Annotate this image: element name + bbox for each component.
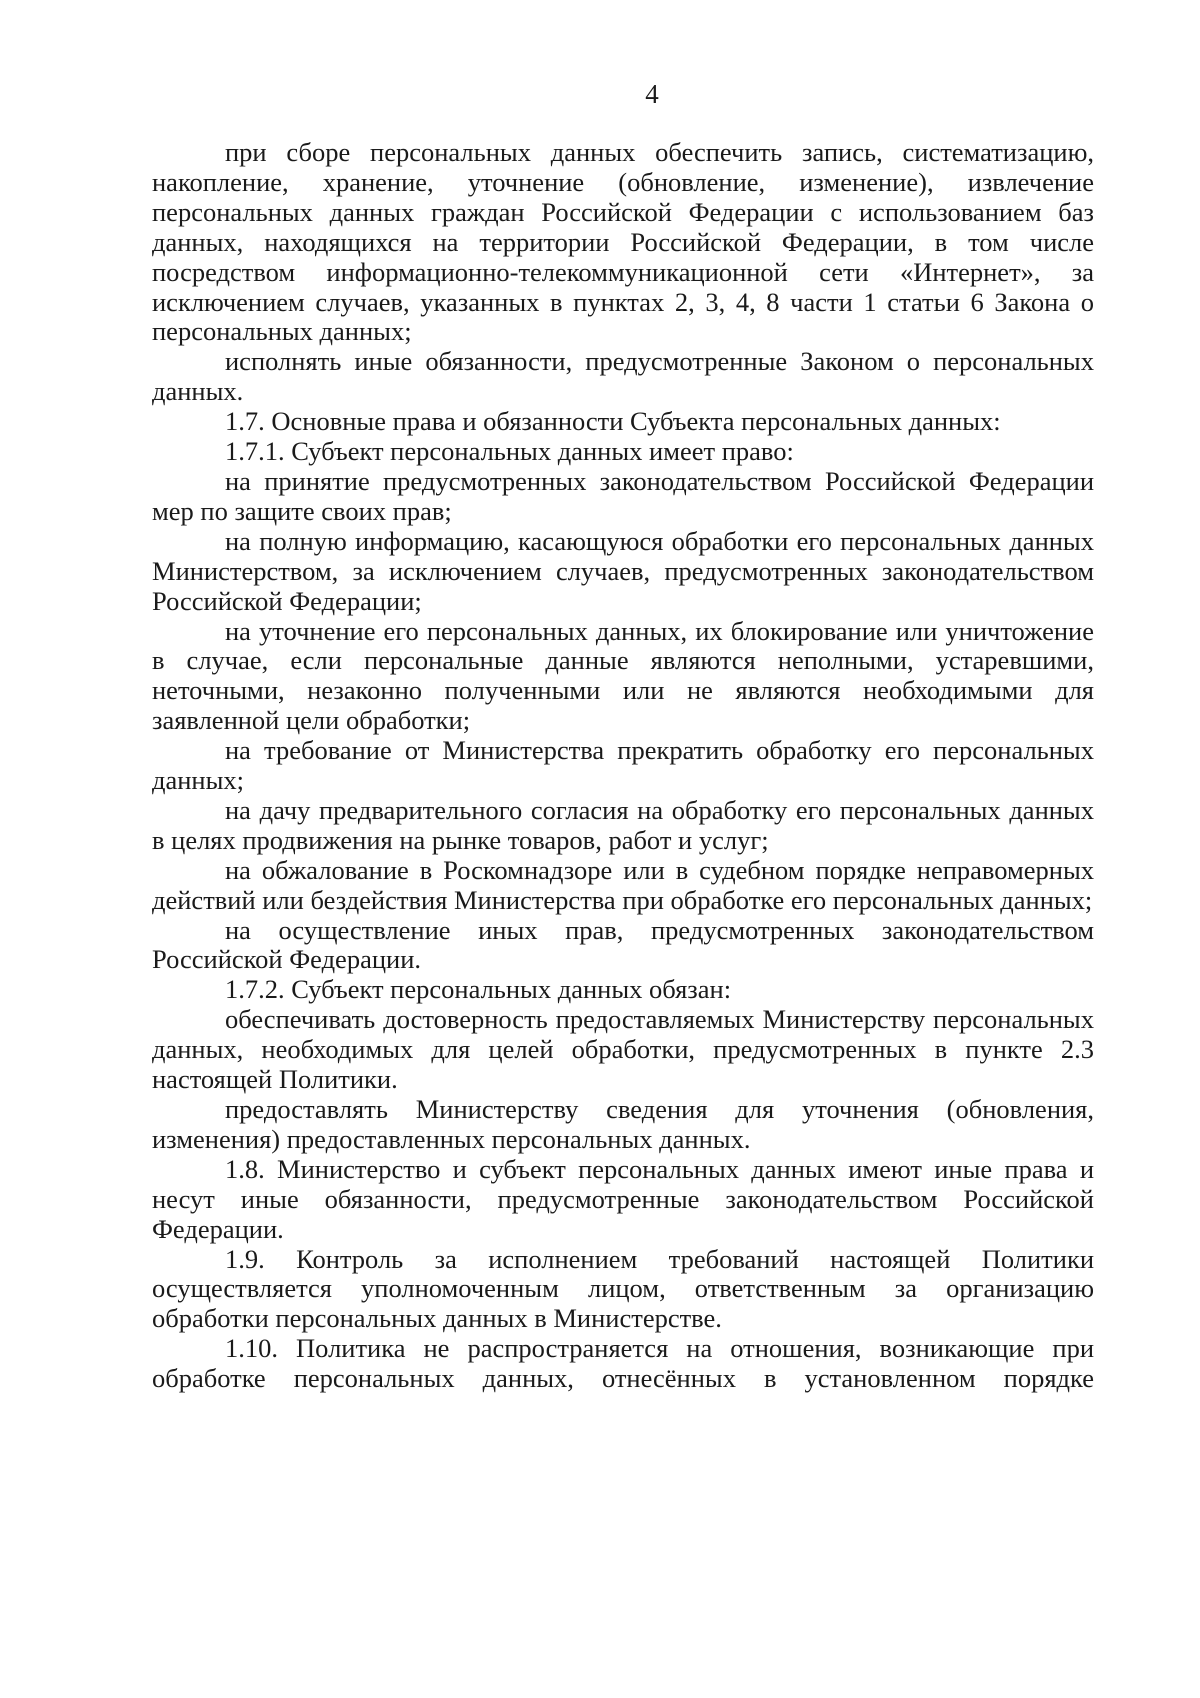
paragraph-4: 1.7.1. Субъект персональных данных имеет право: — [225, 436, 794, 467]
paragraph-11: на осуществление иных прав, предусмотренных законодательством Российской Федерации. — [152, 914, 1094, 975]
paragraph-10: на обжалование в Роскомнадзоре или в судебном порядке неправомерных действий или бездействия Министерства при обработке его персональных данных; — [152, 854, 1094, 915]
paragraph-7: на уточнение его персональных данных, их блокирование или уничтожение в случае, если персональные данные являются неполными, устаревшими, неточными, незаконно полученными или не являются необходимыми для заявленной цели обработки; — [152, 615, 1094, 736]
paragraph-14: предоставлять Министерству сведения для уточнения (обновления, изменения) предоставленных персональных данных. — [152, 1094, 1094, 1154]
document-body — [152, 138, 1094, 1394]
paragraph-1: при сборе персональных данных обеспечить запись, систематизацию, накопление, хранение, уточнение (обновление, изменение), извлечение персональных данных граждан Российской Федерации с использованием баз данных, находящихся на территории Российской Федерации, в том числе посредством информационно-телекоммуникационной сети «Интернет», за исключением случаев, указанных в пунктах 2, 3, 4, 8 части 1 статьи 6 Закона о персональных данных; — [152, 137, 1094, 347]
paragraph-5: на принятие предусмотренных законодательством Российской Федерации мер по защите своих прав; — [152, 465, 1094, 526]
paragraph-9: на дачу предварительного согласия на обработку его персональных данных в целях продвижения на рынке товаров, работ и услуг; — [152, 794, 1094, 855]
paragraph-15: 1.8. Министерство и субъект персональных данных имеют иные права и несут иные обязанности, предусмотренные законодательством Российской Федерации. — [152, 1153, 1094, 1244]
paragraph-12: 1.7.2. Субъект персональных данных обязан: — [225, 974, 732, 1005]
paragraph-8: на требование от Министерства прекратить обработку его персональных данных; — [152, 735, 1094, 796]
paragraph-13: обеспечивать достоверность предоставляемых Министерству персональных данных, необходимых для целей обработки, предусмотренных в пункте 2.3 настоящей Политики. — [152, 1004, 1094, 1095]
page-number: 4 — [645, 79, 659, 109]
paragraph-3: 1.7. Основные права и обязанности Субъекта персональных данных: — [225, 406, 1001, 437]
paragraph-17: 1.10. Политика не распространяется на отношения, возникающие при обработке персональных данных, отнесённых в установленном порядке — [152, 1333, 1094, 1394]
paragraph-2: исполнять иные обязанности, предусмотренные Законом о персональных данных. — [152, 346, 1094, 407]
paragraph-16: 1.9. Контроль за исполнением требований настоящей Политики осуществляется уполномоченным лицом, ответственным за организацию обработки персональных данных в Министерстве. — [152, 1243, 1094, 1334]
paragraph-6: на полную информацию, касающуюся обработки его персональных данных Министерством, за исключением случаев, предусмотренных законодательством Российской Федерации; — [152, 525, 1094, 616]
